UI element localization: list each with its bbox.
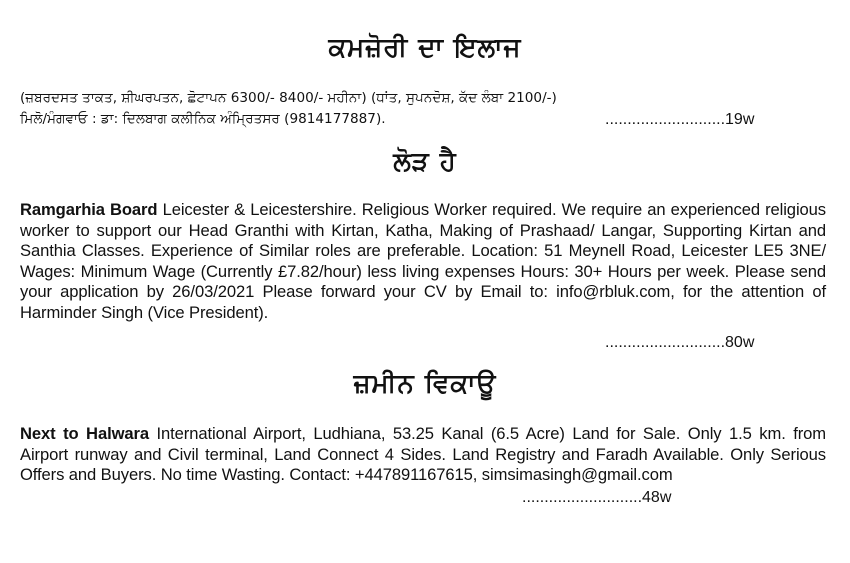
ad1-line2: ਮਿਲੋ/ਮੰਗਵਾਓ : ਡਾ: ਦਿਲਬਾਗ ਕਲੀਨਿਕ ਅੰਮ੍ਰਿਤਸਰ (9814177887). [20, 111, 386, 127]
ad1-code: ...........................19w [605, 111, 755, 128]
ad2-text: Leicester & Leicestershire. Religious Worker required. We require an experienced religious worker to support our Head Granthi with Kirtan, Katha, Making of Prashaad/ Langar, Supporting Kirtan and Santhia Classes. Experience of Similar roles are preferable. Location: 51 Meynell Road, Leicester LE5 3NE/ Wages: Minimum Wage (Currently £7.82/hour) less living expenses Hours: 30+ Hours per week. Please send your application by 26/03/2021 Please forward your CV by Email to: info@rbluk.com, for the attention of Harminder Singh (Vice President). [20, 200, 826, 322]
ad2-lead: Ramgarhia Board [20, 200, 158, 219]
ad3-body [20, 424, 826, 486]
ad2-code: ...........................80w [605, 334, 755, 351]
ad3-code: ...........................48w [522, 489, 672, 506]
ad2-heading: ਲੋੜ ਹੈ [393, 147, 457, 177]
ad2-body [20, 200, 826, 323]
ad1-heading: ਕਮਜ਼ੋਰੀ ਦਾ ਇਲਾਜ [328, 33, 522, 63]
ad3-heading: ਜ਼ਮੀਨ ਵਿਕਾਊ [353, 369, 497, 399]
ad3-text: International Airport, Ludhiana, 53.25 Kanal (6.5 Acre) Land for Sale. Only 1.5 km. from Airport runway and Civil terminal, Land Connect 4 Sides. Land Registry and Faradh Available. Only Serious Offers and Buyers. No time Wasting. Contact: +447891167615, simsimasingh@gmail.com [20, 424, 827, 484]
ad1-line1: (ਜ਼ਬਰਦਸਤ ਤਾਕਤ, ਸ਼ੀਘਰਪਤਨ, ਛੋਟਾਪਨ 6300/- 8400/- ਮਹੀਨਾ) (ਧਾਂਤ, ਸੁਪਨਦੋਸ਼, ਕੱਦ ਲੰਬਾ 2100/-) [20, 90, 557, 106]
ad3-lead: Next to Halwara [20, 424, 150, 443]
